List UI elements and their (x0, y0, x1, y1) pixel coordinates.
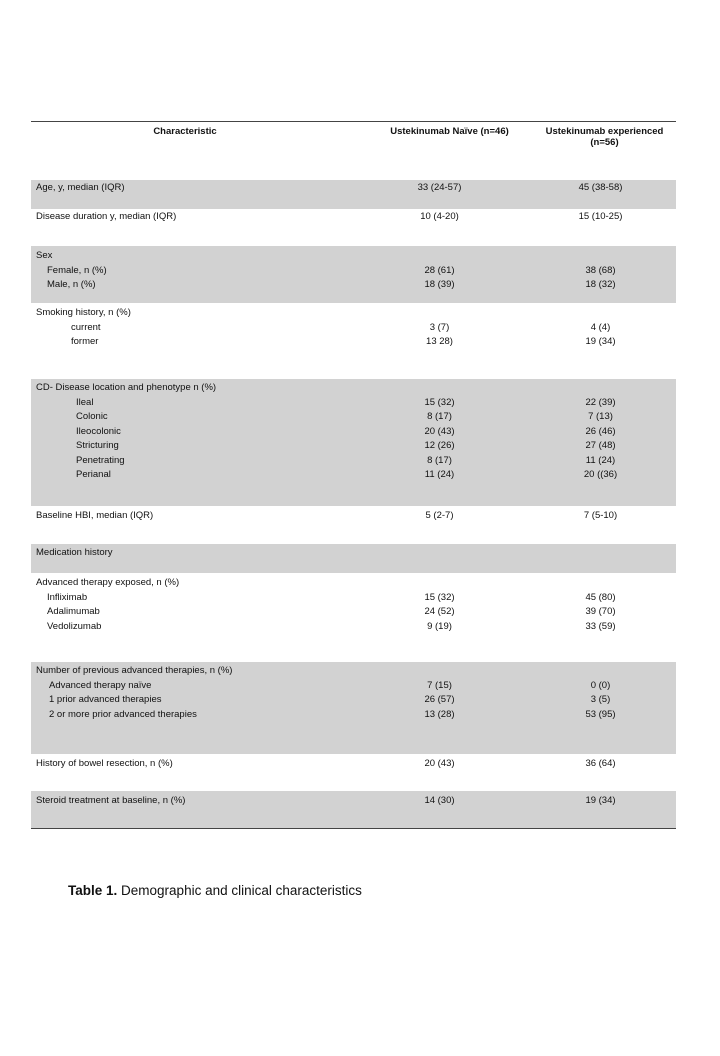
experienced-value: 7 (5-10) (583, 510, 618, 521)
naive-value: 15 (32) (424, 591, 455, 603)
sub-label: Ileal (76, 396, 94, 408)
naive-value: 26 (57) (424, 694, 455, 705)
table-row (31, 209, 676, 246)
sub-label: Penetrating (76, 454, 125, 466)
table-caption (68, 883, 362, 898)
experienced-value: 38 (68) (585, 264, 616, 276)
experienced-value: 19 (34) (585, 336, 616, 347)
table-row (31, 180, 676, 209)
sub-label: former (71, 336, 99, 347)
naive-value: 7 (15) (427, 679, 452, 691)
naive-value: 14 (30) (424, 795, 455, 806)
sub-label: Colonic (76, 411, 108, 422)
row-label: Advanced therapy exposed, n (%) (36, 577, 180, 588)
row-label: Sex (36, 250, 53, 261)
naive-value: 11 (24) (424, 469, 455, 480)
sub-label: Male, n (%) (47, 279, 96, 290)
naive-value: 10 (4-20) (420, 211, 459, 222)
row-label: Smoking history, n (%) (36, 307, 131, 318)
table-row (31, 506, 676, 544)
sub-label: Advanced therapy naïve (49, 679, 152, 691)
table-row (31, 791, 676, 828)
row-label: Disease duration y, median (IQR) (36, 211, 177, 222)
naive-value: 9 (19) (427, 620, 452, 632)
header-experienced: Ustekinumab experienced (n=56) (545, 126, 664, 148)
experienced-value: 26 (46) (585, 425, 616, 437)
experienced-value: 39 (70) (585, 606, 616, 617)
row-label: Medication history (36, 547, 113, 558)
experienced-value: 11 (24) (585, 454, 616, 466)
row-label: Age, y, median (IQR) (36, 182, 125, 193)
naive-value: 18 (39) (424, 279, 455, 290)
sub-label: Adalimumab (47, 606, 100, 617)
sub-label: Stricturing (76, 440, 119, 451)
experienced-value: 18 (32) (585, 279, 616, 290)
naive-value: 15 (32) (424, 396, 455, 408)
experienced-value: 36 (64) (585, 758, 616, 769)
experienced-value: 15 (10-25) (578, 211, 623, 222)
row-label: Number of previous advanced therapies, n (%) (36, 665, 233, 676)
table-header (31, 122, 676, 180)
table-row (31, 754, 676, 791)
experienced-value: 19 (34) (585, 795, 616, 806)
table-row (31, 303, 676, 379)
experienced-value: 4 (4) (590, 321, 611, 333)
row-label: Steroid treatment at baseline, n (%) (36, 795, 186, 806)
characteristics-table (31, 121, 676, 829)
experienced-value: 7 (13) (588, 411, 613, 422)
sub-label: 2 or more prior advanced therapies (49, 708, 197, 720)
naive-value: 5 (2-7) (425, 510, 454, 521)
naive-value: 24 (52) (424, 606, 455, 617)
naive-value: 12 (26) (424, 440, 455, 451)
naive-value: 33 (24-57) (417, 182, 462, 193)
sub-label: Infliximab (47, 591, 88, 603)
experienced-value: 0 (0) (590, 679, 611, 691)
naive-value: 13 (28) (424, 708, 455, 720)
caption-label: Table 1. (68, 883, 118, 898)
naive-value: 3 (7) (429, 321, 450, 333)
naive-value: 13 28) (426, 336, 453, 347)
row-label: CD- Disease location and phenotype n (%) (36, 382, 217, 393)
sub-label: Vedolizumab (47, 620, 102, 632)
experienced-value: 33 (59) (585, 620, 616, 632)
sub-label: current (71, 321, 101, 333)
row-label: History of bowel resection, n (%) (36, 758, 173, 769)
naive-value: 8 (17) (427, 454, 452, 466)
sub-label: Ileocolonic (76, 425, 121, 437)
experienced-value: 22 (39) (585, 396, 616, 408)
header-characteristic: Characteristic (153, 126, 217, 137)
experienced-value: 45 (38-58) (578, 182, 623, 193)
sub-label: Perianal (76, 469, 111, 480)
sub-label: 1 prior advanced therapies (49, 694, 162, 705)
table-row (31, 544, 676, 573)
table-row (31, 573, 676, 662)
experienced-value: 27 (48) (585, 440, 616, 451)
experienced-value: 45 (80) (585, 591, 616, 603)
sub-label: Female, n (%) (47, 264, 107, 276)
header-naive: Ustekinumab Naïve (n=46) (390, 126, 509, 137)
table-row (31, 246, 676, 303)
caption-text: Demographic and clinical characteristics (117, 883, 362, 898)
naive-value: 20 (43) (424, 425, 455, 437)
table-row (31, 379, 676, 506)
naive-value: 20 (43) (424, 758, 455, 769)
row-label: Baseline HBI, median (IQR) (36, 510, 154, 521)
naive-value: 28 (61) (424, 264, 455, 276)
naive-value: 8 (17) (427, 411, 452, 422)
experienced-value: 20 ((36) (583, 469, 618, 480)
experienced-value: 3 (5) (590, 694, 611, 705)
experienced-value: 53 (95) (585, 708, 616, 720)
table-row (31, 662, 676, 754)
